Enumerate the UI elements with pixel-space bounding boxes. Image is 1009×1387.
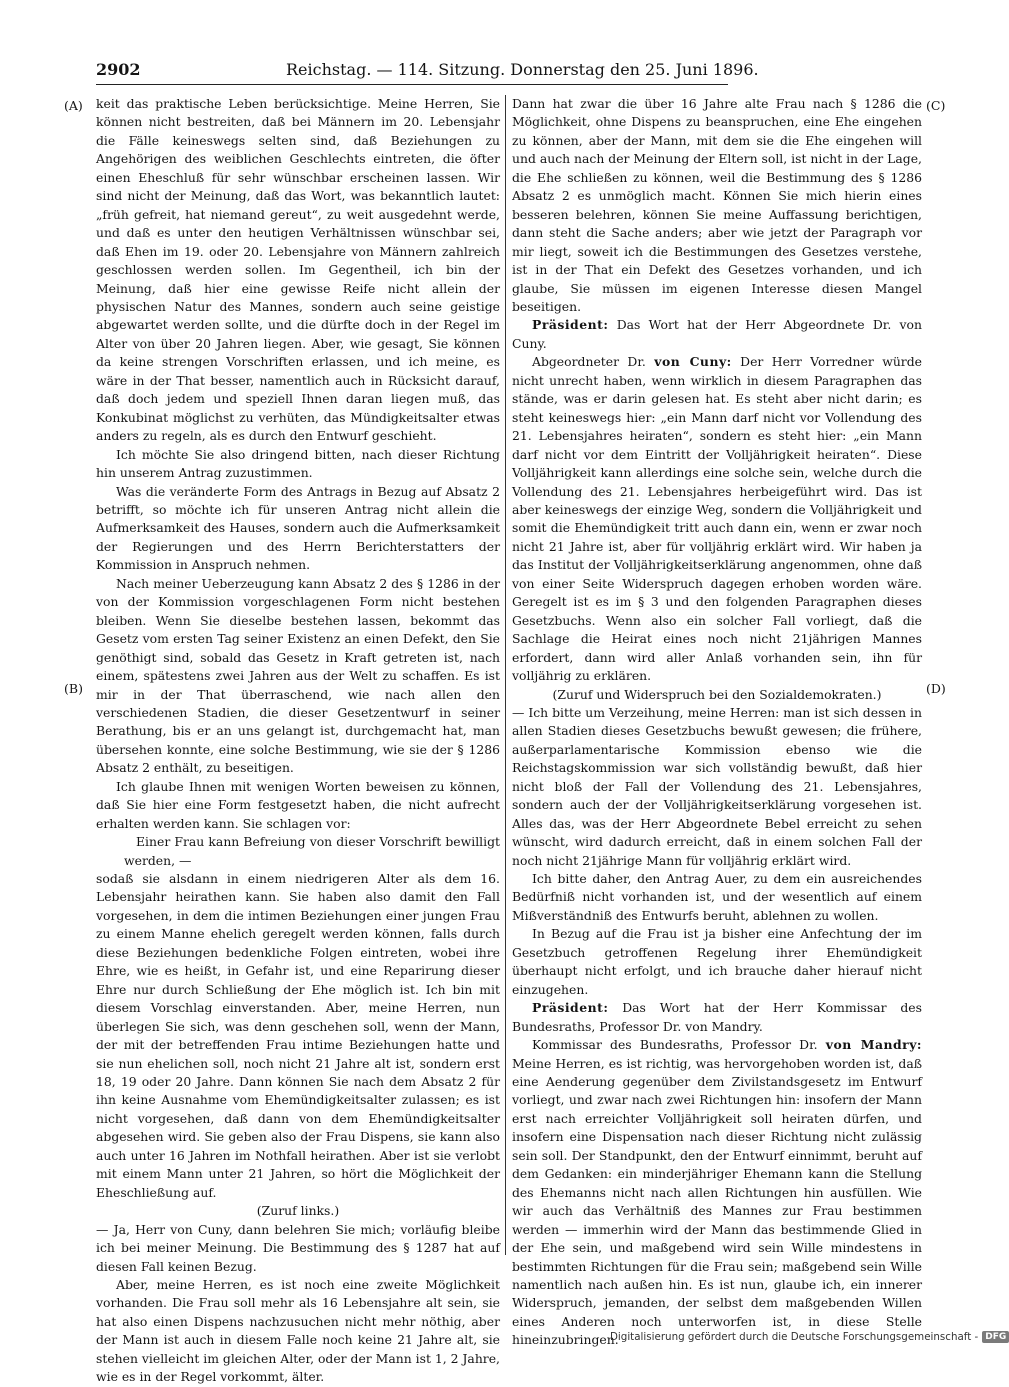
paragraph: Aber, meine Herren, es ist noch eine zweite Möglichkeit vorhanden. Die Frau soll mehr als 16 Lebensjahre alt sein, sie hat also einen Dispens nachzusuchen nicht mehr nöthig, aber der Mann ist auch in diesem Falle noch keine 21 Jahre alt, sie stehen vielleicht im gleichen Alter, oder der Mann ist 1, 2 Jahre, wie es in der Regel vorkommt, älter. bbox=[96, 1277, 500, 1385]
speech-text: Das Wort hat der Herr Abgeordnete Dr. von Cuny. bbox=[512, 317, 922, 351]
paragraph: In Bezug auf die Frau ist ja bisher eine Anfechtung der im Gesetzbuch getroffenen Regelung ihrer Ehemündigkeit überhaupt nicht erfolgt, und ich brauche daher hierauf nicht einzugehen. bbox=[512, 926, 922, 997]
margin-marker-a: (A) bbox=[64, 98, 83, 113]
paragraph: — Ich bitte um Verzeihung, meine Herren: man ist sich dessen in allen Stadien dieses Gesetzbuchs bewußt gewesen; die frühere, außerparlamentarische Kommission ebenso wie die Reichstagskommission war sich vollständig bewußt, daß hier nicht bloß der Fall der Vollendung des 21. Lebensjahres, sondern auch der der Volljährigkeitserklärung vorgesehen ist. Alles das, was der Herr Abgeordnete Bebel erreicht zu sehen wünscht, wird dadurch erreicht, daß in einem solchen Fall der noch nicht 21jährige Mann für volljährig erklärt wird. bbox=[512, 704, 922, 868]
speaker-name: von Cuny: bbox=[654, 354, 732, 370]
paragraph: sodaß sie alsdann in einem niedrigeren Alter als dem 16. Lebensjahr heirathen kann. Sie haben also damit den Fall vorgesehen, in dem die intimen Beziehungen einer jungen Frau zu einem Manne ehelich geregelt werden können, falls durch diese Beziehungen bedenkliche Folgen eintreten, wobei ihre Ehre, wie es heißt, in Gefahr ist, und eine Reparirung dieser Ehre nur durch Schließung der Ehe möglich ist. Ich bin mit diesem Vorschlag einverstanden. Aber, meine Herren, nun überlegen Sie sich, was denn geschehen soll, wenn der Mann, der mit der betreffenden Frau intime Beziehungen hatte und sie nun ehelichen soll, noch nicht 21 Jahre alt ist, sondern erst 18, 19 oder 20 Jahre. Dann können Sie nach dem Absatz 2 für ihn keine Ausnahme vom Ehemündigkeitsalter zulassen; es ist nicht vorgesehen, daß dann von dem Ehemündigkeitsalter abgesehen wird. Sie geben also der Frau Dispens, sie kann also auch unter 16 Jahren im Nothfall heirathen. Aber ist sie verlobt mit einem Mann unter 21 Jahren, so hört die Möglichkeit der Eheschließung auf. bbox=[96, 871, 500, 1200]
column-divider bbox=[505, 95, 506, 1255]
paragraph: — Ja, Herr von Cuny, dann belehren Sie mich; vorläufig bleibe ich bei meiner Meinung. Die Bestimmung des § 1287 hat auf diesen Fall keinen Bezug. bbox=[96, 1221, 500, 1274]
interjection: (Zuruf links.) bbox=[256, 1203, 340, 1219]
speaker-name: von Mandry: bbox=[825, 1037, 922, 1053]
speech-text: Der Herr Vorredner würde nicht unrecht haben, wenn wirklich in diesem Paragraphen das stände, was er darin gelesen hat. Es steht aber nicht darin; es steht keineswegs hier: „ein Mann darf nicht vor Vollendung des 21. Lebensjahres heiraten“, sondern es steht hier: „ein Mann darf nicht vor dem Eintritt der Volljährigkeit heiraten“. Diese Volljährigkeit kann allerdings eine solche sein, welche durch die Vollendung des 21. Lebensjahres herbeigeführt wird. Das ist aber keineswegs der einzige Weg, sondern die Volljährigkeit und somit die Ehemündigkeit tritt auch dann ein, wenn er zwar noch nicht 21 Jahre ist, aber für volljährig erklärt wird. Wir haben ja das Institut der Volljährigkeitserklärung angenommen, ohne daß von einer Seite Widerspruch dagegen erhoben worden wäre. Geregelt ist es im § 3 und den folgenden Paragraphen dieses Gesetzbuchs. Wenn also ein solcher Fall vorliegt, daß die Sachlage die Heirat eines noch nicht 21jährigen Mannes erfordert, dann wird aller Anlaß vorhanden sein, ihn für volljährig zu erklären. bbox=[512, 354, 922, 684]
speech-paragraph bbox=[512, 1036, 922, 1350]
speech-paragraph bbox=[512, 353, 922, 685]
dfg-logo: DFG bbox=[982, 1331, 1009, 1343]
speaker-name: Präsident: bbox=[532, 317, 609, 333]
interjection: (Zuruf und Widerspruch bei den Sozialdemokraten.) bbox=[552, 686, 882, 702]
margin-marker-c: (C) bbox=[926, 98, 946, 113]
quoted-proposal: Einer Frau kann Befreiung von dieser Vorschrift bewilligt werden, — bbox=[124, 834, 500, 868]
digitization-credit bbox=[610, 1331, 1007, 1347]
page-header bbox=[96, 60, 759, 85]
paragraph: Ich bitte daher, den Antrag Auer, zu dem ein ausreichendes Bedürfniß nicht vorhanden ist, und der wesentlich auf einem Mißverständniß des Entwurfs beruht, ablehnen zu wollen. bbox=[512, 871, 922, 923]
speech-text: Meine Herren, es ist richtig, was hervorgehoben worden ist, daß eine Aenderung gegenüber dem Zivilstandsgesetz im Entwurf vorliegt, und zwar nach zwei Richtungen hin: insofern der Mann erst nach erreichter Volljährigkeit soll heiraten dürfen, und insofern eine Dispensation nach dieser Richtung nicht zulässig sein soll. Der Standpunkt, den der Entwurf einnimmt, beruht auf dem Gedanken: ein minderjähriger Ehemann kann die Stellung des Ehemanns nicht nach allen Richtungen hin ausfüllen. Wie wir auch das Verhältniß des Mannes zur Frau bestimmen werden — immerhin wird der Mann das bestimmende Glied in der Ehe sein, und maßgebend wird sein Wille mindestens in bestimmten Richtungen für die Frau sein; maßgebend sein Wille namentlich nach außen hin. Es ist nun, glaube ich, ein innerer Widerspruch, jemanden, der selbst dem maßgebenden Willen eines Anderen noch unterworfen ist, in diese Stelle hineinzubringen. bbox=[512, 1055, 922, 1348]
margin-marker-b: (B) bbox=[64, 681, 83, 696]
paragraph: keit das praktische Leben berücksichtige. Meine Herren, Sie können nicht bestreiten, daß bei Männern im 20. Lebensjahr die Fälle keineswegs selten sind, daß Beziehungen zu Angehörigen des weiblichen Geschlechts eintreten, die öfter einen Eheschluß für sehr wünschbar erscheinen lassen. Wir sind nicht der Meinung, daß das Wort, was bekanntlich lautet: „früh gefreit, hat niemand gereut“, zu weit ausgedehnt werde, und daß es unter den heutigen Verhältnissen wünschbar sei, daß Ehen im 19. oder 20. Lebensjahre von Männern zahlreich geschlossen werden sollen. Im Gegentheil, ich bin der Meinung, daß hier eine gewisse Reife nicht allein der physischen Natur des Mannes, sondern auch seine geistige abgewartet werden sollte, und die dürfte doch in der Regel im Alter von über 20 Jahren liegen. Aber, wie gesagt, Sie können da keine strengen Vorschriften erlassen, und ich meine, es wäre in der That besser, namentlich auch in Rücksicht darauf, daß doch jedem und speziell Ihnen daran liegen muß, das Konkubinat möglichst zu verhüten, das Mündigkeitsalter etwas anders zu regeln, als es durch den Entwurf geschieht. bbox=[96, 96, 500, 444]
paragraph: Nach meiner Ueberzeugung kann Absatz 2 des § 1286 in der von der Kommission vorgeschlagenen Form nicht bestehen bleiben. Wenn Sie dieselbe bestehen lassen, bekommt das Gesetz vom ersten Tag seiner Existenz an einen Defekt, den Sie genöthigt sind, sobald das Gesetz in Kraft getreten ist, nach einem, spätestens zwei Jahren aus der Welt zu schaffen. Es ist mir in der That überraschend, wie nach allen den verschiedenen Stadien, die dieser Gesetzentwurf in seiner Berathung, bis er an uns gelangt ist, durchgemacht hat, man übersehen konnte, eine solche Bestimmung, wie sie der § 1286 Absatz 2 enthält, zu beseitigen. bbox=[96, 575, 500, 776]
speech-paragraph bbox=[512, 999, 922, 1036]
speech-paragraph bbox=[512, 316, 922, 353]
credit-text: Digitalisierung gefördert durch die Deutsche Forschungsgemeinschaft - bbox=[610, 1331, 979, 1343]
running-title: Reichstag. — 114. Sitzung. Donnerstag den 25. Juni 1896. bbox=[286, 60, 759, 79]
left-column bbox=[96, 95, 500, 1385]
paragraph: Ich möchte Sie also dringend bitten, nach dieser Richtung hin unserem Antrag zuzustimmen. bbox=[96, 446, 500, 481]
speech-text: Das Wort hat der Herr Kommissar des Bundesraths, Professor Dr. von Mandry. bbox=[512, 1000, 922, 1034]
speaker-title: Abgeordneter Dr. bbox=[532, 354, 655, 370]
page-number: 2902 bbox=[96, 60, 141, 79]
speaker-title: Kommissar des Bundesraths, Professor Dr. bbox=[532, 1037, 826, 1053]
speaker-name: Präsident: bbox=[532, 1000, 609, 1016]
paragraph: Ich glaube Ihnen mit wenigen Worten beweisen zu können, daß Sie hier eine Form festgesetzt haben, die nicht aufrecht erhalten werden kann. Sie schlagen vor: bbox=[96, 778, 500, 831]
paragraph: Dann hat zwar die über 16 Jahre alte Frau nach § 1286 die Möglichkeit, ohne Dispens zu beanspruchen, eine Ehe eingehen zu können, aber der Mann, mit dem sie die Ehe eingehen will und auch nach der Meinung der Eltern soll, ist nicht in der Lage, die Ehe schließen zu können, weil die Bestimmung des § 1286 Absatz 2 es unmöglich macht. Können Sie mich hierin eines besseren belehren, können Sie meine Auffassung berichtigen, dann steht die Sache anders; aber wie jetzt der Paragraph vor mir liegt, soweit ich die Bestimmungen des Gesetzes verstehe, ist in der That ein Defekt des Gesetzes vorhanden, und ich glaube, Sie müssen im eigenen Interesse diesen Mangel beseitigen. bbox=[512, 96, 922, 314]
margin-marker-d: (D) bbox=[926, 681, 946, 696]
paragraph: Was die veränderte Form des Antrags in Bezug auf Absatz 2 betrifft, so möchte ich für unseren Antrag nicht allein die Aufmerksamkeit des Hauses, sondern auch die Aufmerksamkeit der Regierungen und des Herrn Berichterstatters der Kommission in Anspruch nehmen. bbox=[96, 483, 500, 573]
